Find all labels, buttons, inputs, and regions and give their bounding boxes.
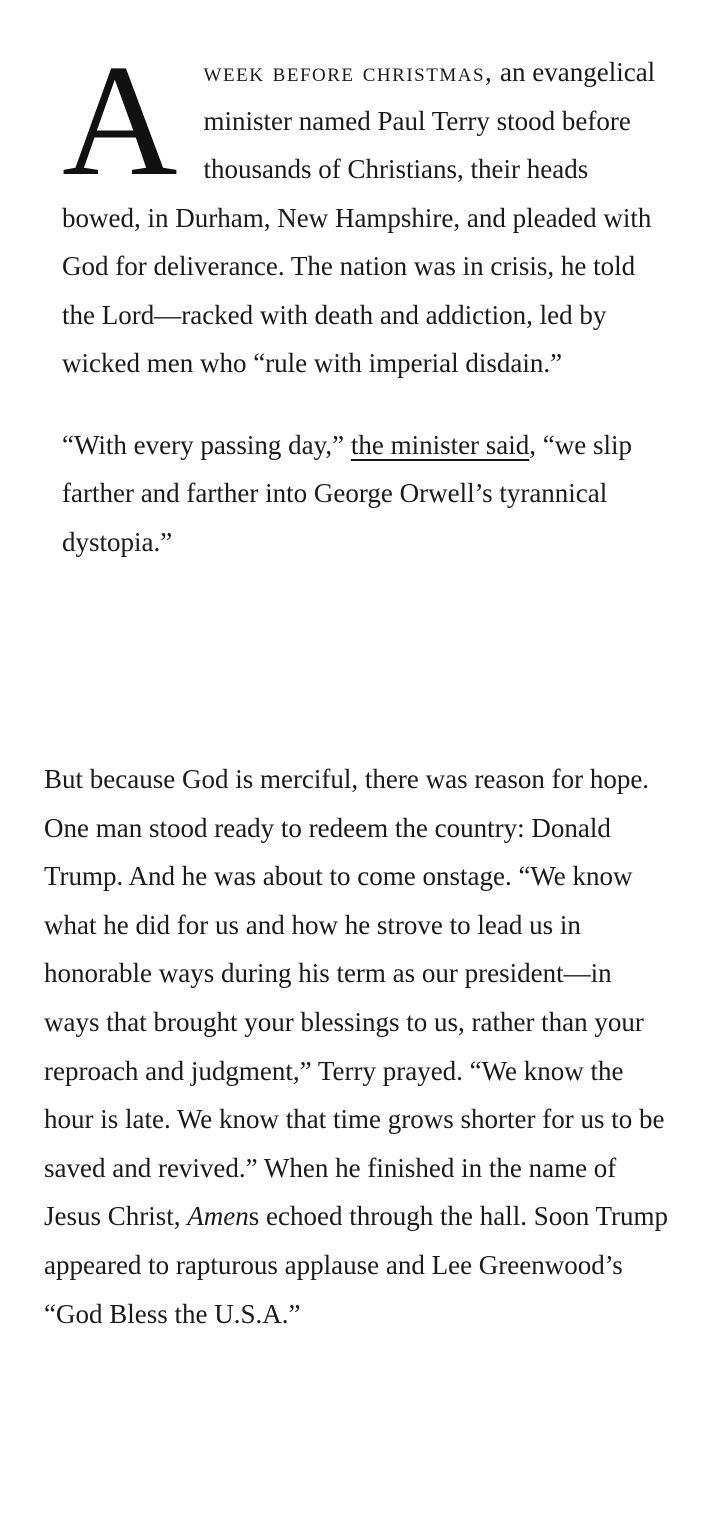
- drop-cap-letter: A: [62, 31, 178, 209]
- intro-text: an evangelical minister named Paul Terry stood before thousands of Christians, their heads bowed, in Durham, New Hampshire, and pleaded with God for deliverance. The nation was in crisis, he told the Lord—racked with death and addiction, led by wicked men who “rule with imperial disdain.”: [62, 57, 656, 378]
- minister-said-link[interactable]: the minister said: [350, 429, 530, 460]
- body-text-part-2: s echoed through the hall. Soon Trump appeared to rapturous applause and Lee Greenwood’s “God Bless the U.S.A.”: [44, 1201, 669, 1329]
- body-text-part-1: But because God is merciful, there was reason for hope. One man stood ready to redeem the country: Donald Trump. And he was about to come onstage. “We know what he did for us and how he strove to lead us in honorable ways during his term as our president—in ways that brought your blessings to us, rather than your reproach and judgment,” Terry prayed. “We know the hour is late. We know that time grows shorter for us to be saved and revived.” When he finished in the name of Jesus Christ,: [44, 764, 665, 1232]
- quote-text-after-link: , “we slip farther and farther into George Orwell’s tyrannical dystopia.”: [62, 429, 633, 557]
- amen-italic: Amen: [187, 1201, 249, 1232]
- quote-text-before-link: “With every passing day,”: [62, 429, 351, 460]
- quote-paragraph: [62, 421, 668, 567]
- article-intro-section: [62, 31, 668, 566]
- body-paragraph: [44, 755, 669, 1338]
- article-main-section: [44, 755, 669, 1338]
- intro-paragraph: [62, 31, 668, 388]
- lead-in-small-caps: week before christmas,: [203, 57, 494, 87]
